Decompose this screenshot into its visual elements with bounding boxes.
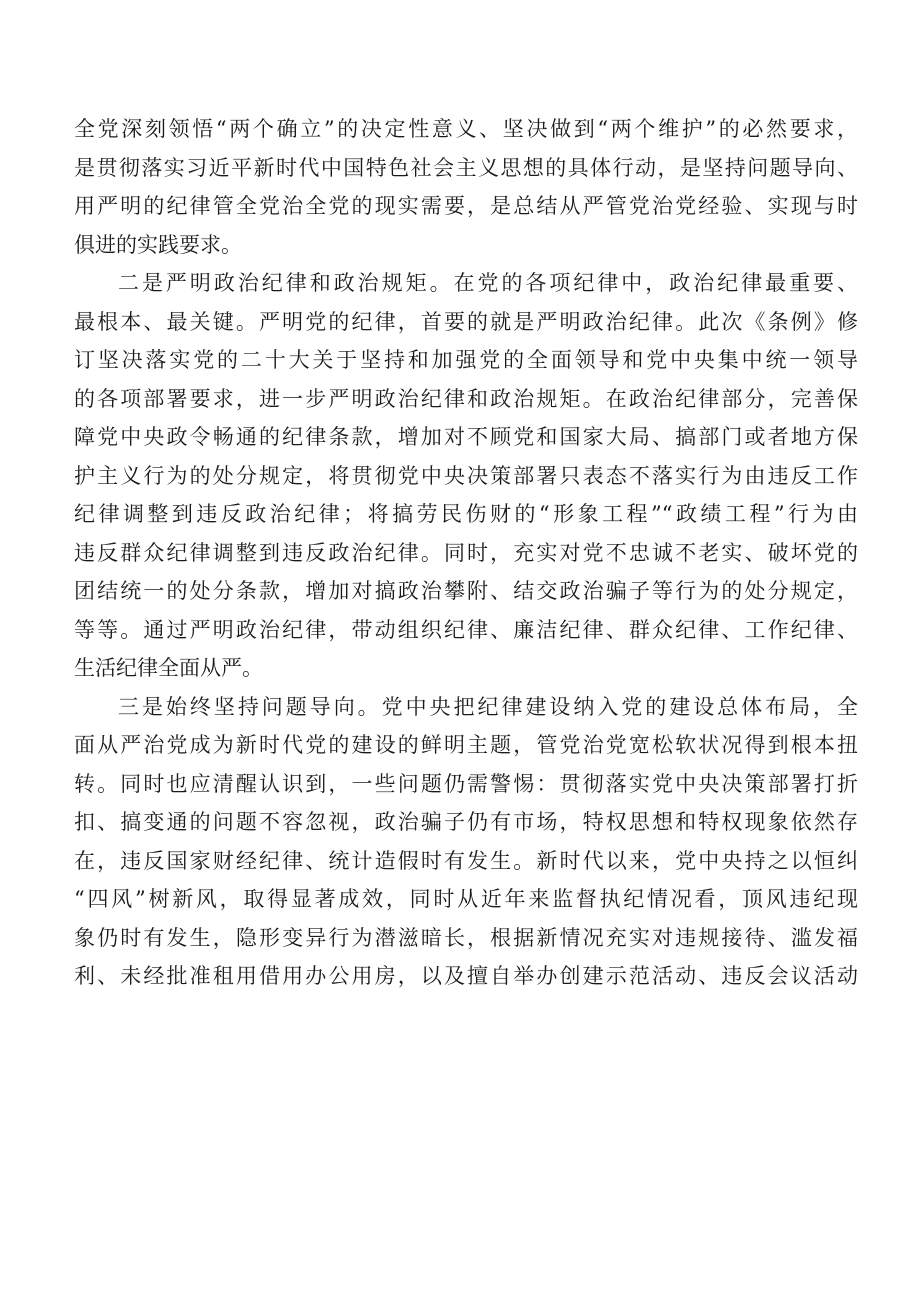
text-line: 护主义行为的处分规定，将贯彻党中央决策部署只表态不落实行为由违反工作: [74, 463, 858, 488]
text-line: “四风”树新风，取得显著成效，同时从近年来监督执纪情况看，顶风违纪现: [74, 887, 858, 911]
text-line: 违反群众纪律调整到违反政治纪律。同时，充实对党不忠诚不老实、破坏党的: [74, 540, 858, 565]
text-line: 在，违反国家财经纪律、统计造假时有发生。新时代以来，党中央持之以恒纠: [74, 848, 858, 873]
text-line: 纪律调整到违反政治纪律；将搞劳民伤财的“形象工程”“政绩工程”行为由: [74, 502, 858, 526]
text-line: 转。同时也应清醒认识到，一些问题仍需警惕：贯彻落实党中央决策部署打折: [74, 771, 858, 796]
text-line: 俱进的实践要求。: [74, 232, 242, 257]
text-line: 等等。通过严明政治纪律，带动组织纪律、廉洁纪律、群众纪律、工作纪律、: [74, 617, 858, 642]
text-line: 是贯彻落实习近平新时代中国特色社会主义思想的具体行动，是坚持问题导向、: [74, 155, 858, 180]
text-line: 利、未经批准租用借用办公用房，以及擅自举办创建示范活动、违反会议活动: [74, 964, 858, 988]
text-line: 象仍时有发生，隐形变异行为潜滋暗长，根据新情况充实对违规接待、滥发福: [74, 925, 858, 950]
text-line: 扣、搞变通的问题不容忽视，政治骗子仍有市场，特权思想和特权现象依然存: [74, 810, 858, 834]
text-line: 订坚决落实党的二十大关于坚持和加强党的全面领导和党中央集中统一领导: [74, 348, 858, 372]
text-line: 的各项部署要求，进一步严明政治纪律和政治规矩。在政治纪律部分，完善保: [74, 386, 858, 411]
text-line: 面从严治党成为新时代党的建设的鲜明主题，管党治党宽松软状况得到根本扭: [74, 733, 858, 757]
text-line: 生活纪律全面从严。: [74, 656, 263, 680]
text-line: 用严明的纪律管全党治全党的现实需要，是总结从严管党治党经验、实现与时: [74, 194, 858, 218]
paragraph-2: [74, 264, 858, 688]
paragraph-1: [74, 110, 858, 264]
text-line: 二是严明政治纪律和政治规矩。在党的各项纪律中，政治纪律最重要、: [118, 271, 858, 295]
text-line: 团结统一的处分条款，增加对搞政治攀附、结交政治骗子等行为的处分规定，: [74, 579, 858, 603]
text-line: 障党中央政令畅通的纪律条款，增加对不顾党和国家大局、搞部门或者地方保: [74, 425, 858, 449]
document-page: [74, 110, 858, 996]
text-line: 全党深刻领悟“两个确立”的决定性意义、坚决做到“两个维护”的必然要求，: [74, 117, 858, 141]
text-line: 三是始终坚持问题导向。党中央把纪律建设纳入党的建设总体布局，全: [118, 694, 858, 719]
text-line: 最根本、最关键。严明党的纪律，首要的就是严明政治纪律。此次《条例》修: [74, 309, 858, 334]
paragraph-3: [74, 688, 858, 996]
